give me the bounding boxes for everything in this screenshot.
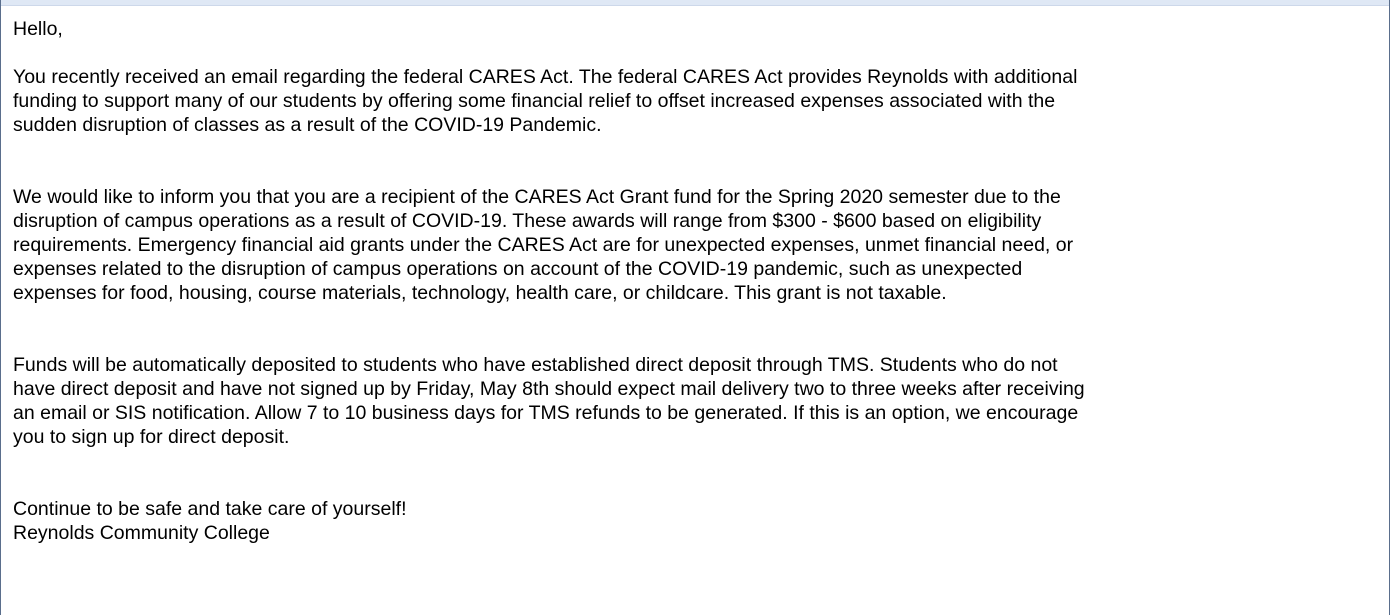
- email-closing: Continue to be safe and take care of yourself!: [13, 498, 407, 520]
- email-paragraph-grant-award: We would like to inform you that you are a recipient of the CARES Act Grant fund for the Spring 2020 semester due to the disruption of campus operations as a result of COVID-19. These awards will range from $300 - $600 based on eligibility requirements. Emergency financial aid grants under the CARES Act are for unexpected expenses, unmet financial need, or expenses related to the disruption of campus operations on account of the COVID-19 pandemic, such as unexpected expenses for food, housing, course materials, technology, health care, or childcare. This grant is not taxable.: [13, 186, 1074, 304]
- paragraph-spacer: [13, 137, 1379, 185]
- email-greeting: Hello,: [13, 18, 63, 40]
- email-body: [13, 17, 1379, 545]
- pane-header-strip: [1, 0, 1389, 6]
- paragraph-spacer: [13, 305, 1379, 353]
- paragraph-spacer: [13, 449, 1379, 497]
- email-paragraph-direct-deposit: Funds will be automatically deposited to students who have established direct deposit through TMS. Students who do not have direct deposit and have not signed up by Friday, May 8th should expect mail delivery two to three weeks after receiving an email or SIS notification. Allow 7 to 10 business days for TMS refunds to be generated. If this is an option, we encourage you to sign up for direct deposit.: [13, 354, 1085, 448]
- email-signature: Reynolds Community College: [13, 522, 270, 544]
- email-paragraph-cares-act: You recently received an email regarding the federal CARES Act. The federal CARES Act provides Reynolds with additional funding to support many of our students by offering some financial relief to offset increased expenses associated with the sudden disruption of classes as a result of the COVID-19 Pandemic.: [13, 66, 1078, 136]
- paragraph-spacer: [13, 41, 1379, 65]
